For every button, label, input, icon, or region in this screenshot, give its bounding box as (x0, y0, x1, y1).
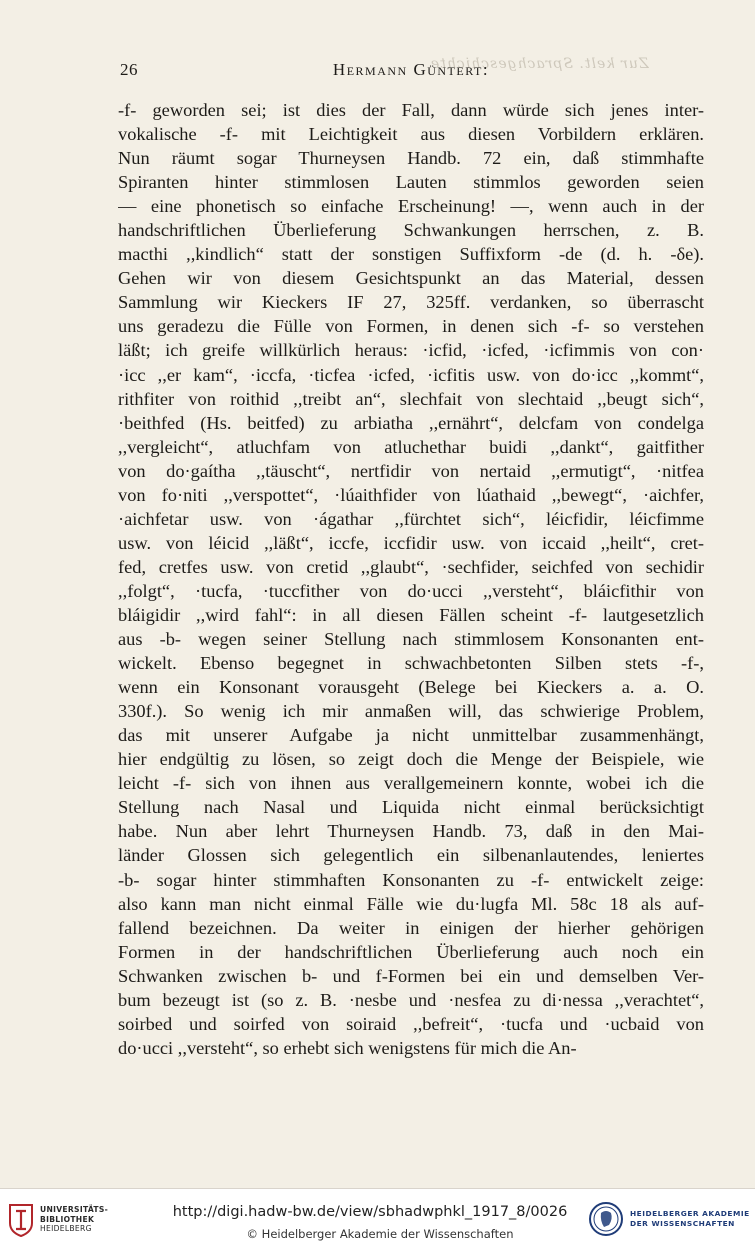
text-line: — eine phonetisch so einfache Erscheinung! —, wenn auch in der (118, 196, 704, 217)
text-line: vokalische -f- mit Leichtigkeit aus diesen Vorbildern erklären. (118, 124, 704, 145)
text-line: ·beithfed (Hs. beitfed) zu arbiatha ,,ernährt“, delcfam von condelga (118, 412, 704, 433)
hawd-logo-text: HEIDELBERGER AKADEMIE DER WISSENSCHAFTEN (630, 1209, 750, 1228)
text-line: bláigidir ,,wird fahl“: in all diesen Fällen scheint -f- lautgesetzlich (118, 604, 704, 625)
body-text (118, 98, 704, 1060)
footer-bar (0, 1188, 755, 1252)
text-line: do·ucci ,,versteht“, so erhebt sich wenigstens für mich die An- (118, 1037, 577, 1058)
text-line: leicht -f- sich von ihnen aus verallgemeinern konnte, wobei ich die (118, 773, 704, 794)
text-line: läßt; ich greife willkürlich heraus: ·icfid, ·icfed, ·icfimmis von con· (118, 340, 704, 361)
text-line: das mit unserer Aufgabe ja nicht unmittelbar zusammenhängt, (118, 725, 704, 746)
text-line: Gehen wir von diesem Gesichtspunkt an das Material, dessen (118, 268, 704, 289)
text-line: bum bezeugt ist (so z. B. ·nesbe und ·nesfea zu di·nessa ,,verachtet“, (118, 989, 704, 1010)
text-line: Stellung nach Nasal und Liquida nicht einmal berücksichtigt (118, 797, 704, 818)
permalink-url[interactable]: http://digi.hadw-bw.de/view/sbhadwphkl_1917_8/0026 (172, 1204, 568, 1220)
text-line: aus -b- wegen seiner Stellung nach stimmlosem Konsonanten ent- (118, 629, 704, 650)
text-line: Formen in der handschriftlichen Überlieferung auch noch ein (118, 941, 704, 962)
text-line: von do·gaítha ,,täuscht“, nertfidir von nertaid ,,ermutigt“, ·nitfea (118, 460, 704, 481)
text-line: Nun räumt sogar Thurneysen Handb. 72 ein, daß stimmhafte (118, 148, 704, 169)
text-line: 330f.). So wenig ich mir anmaßen will, das schwierige Problem, (118, 701, 704, 722)
text-line: usw. von léicid ,,läßt“, iccfe, iccfidir usw. von iccaid ,,heilt“, cret- (118, 532, 704, 553)
ub-logo-text: UNIVERSITÄTS- BIBLIOTHEK HEIDELBERG (40, 1205, 109, 1233)
text-line: rithfiter von roithid ,,treibt an“, slechfait von slechtaid ,,beugt sich“, (118, 388, 704, 409)
text-line: Schwanken zwischen b- und f-Formen bei ein und demselben Ver- (118, 965, 704, 986)
text-line: -b- sogar hinter stimmhaften Konsonanten zu -f- entwickelt zeige: (118, 869, 704, 890)
ub-shield-icon (8, 1201, 34, 1237)
text-line: wickelt. Ebenso begegnet in schwachbetonten Silben stets -f-, (118, 653, 704, 674)
page-header (118, 60, 704, 84)
ub-heidelberg-logo[interactable] (8, 1201, 158, 1241)
text-line: ,,folgt“, ·tucfa, ·tuccfither von do·ucci ,,versteht“, bláicfithir von (118, 580, 704, 601)
text-line: Spiranten hinter stimmlosen Lauten stimmlos geworden seien (118, 172, 704, 193)
text-line: wenn ein Konsonant vorausgeht (Belege bei Kieckers a. a. O. (118, 677, 704, 698)
text-line: ,,vergleicht“, atluchfam von atluchethar buidi ,,dankt“, gaitfither (118, 436, 704, 457)
text-line: -f- geworden sei; ist dies der Fall, dann würde sich jenes inter- (118, 100, 704, 120)
text-line: ·icc ,,er kam“, ·iccfa, ·ticfea ·icfed, ·icfitis usw. von do·icc ,,kommt“, (118, 364, 704, 385)
text-line: macthi ,,kindlich“ statt der sonstigen Suffixform -de (d. h. -δe). (118, 244, 704, 265)
academy-seal-icon (588, 1201, 624, 1237)
text-line: Sammlung wir Kieckers IF 27, 325ff. verdanken, so überrascht (118, 292, 704, 313)
bleed-through-text: Zur kelt. Sprachgeschichte (430, 56, 649, 72)
text-line: fed, cretfes usw. von cretid ,,glaubt“, ·sechfider, seichfed von sechidir (118, 556, 704, 577)
text-line: länder Glossen sich gelegentlich ein silbenanlautendes, leniertes (118, 845, 704, 866)
text-line: soirbed und soirfed von soiraid ,,befreit“, ·tucfa und ·ucbaid von (118, 1013, 704, 1034)
text-line: uns geradezu die Fülle von Formen, in denen sich -f- so verstehen (118, 316, 704, 337)
text-line: von fo·niti ,,verspottet“, ·lúaithfider von lúathaid ,,bewegt“, ·aichfer, (118, 484, 704, 505)
hawd-logo[interactable] (588, 1199, 753, 1243)
running-head: Hermann Güntert: (332, 60, 490, 79)
text-line: also kann man nicht einmal Fälle wie du·lugfa Ml. 58c 18 als auf- (118, 893, 704, 914)
text-line: habe. Nun aber lehrt Thurneysen Handb. 73, daß in den Mai- (118, 821, 704, 842)
page-number: 26 (120, 60, 138, 79)
copyright-notice: © Heidelberger Akademie der Wissenschaften (246, 1227, 514, 1241)
text-line: ·aichfetar usw. von ·ágathar ,,fürchtet sich“, léicfidir, léicfimme (118, 508, 704, 529)
text-line: hier endgültig zu lösen, so zeigt doch die Menge der Beispiele, wie (118, 749, 704, 770)
text-line: handschriftlichen Überlieferung Schwankungen herrschen, z. B. (118, 220, 704, 241)
text-line: fallend bezeichnen. Da weiter in einigen der hierher gehörigen (118, 917, 704, 938)
